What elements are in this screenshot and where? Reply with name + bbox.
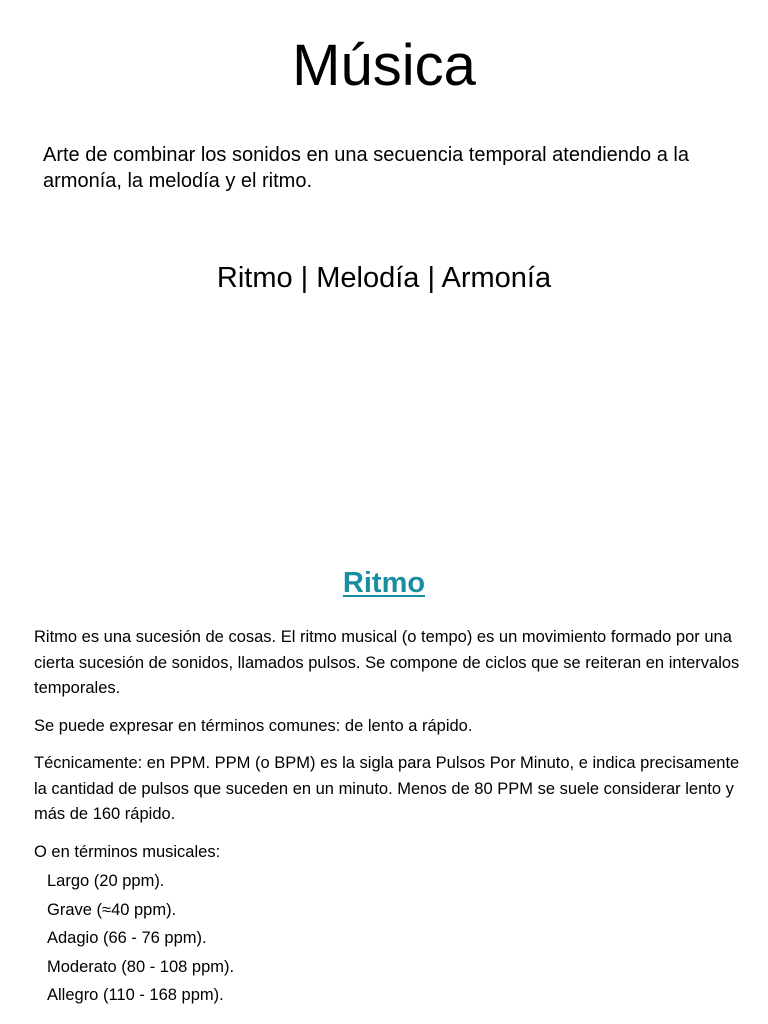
section-body — [34, 625, 744, 1010]
list-item: Largo (20 ppm). — [47, 872, 165, 890]
ritmo-link[interactable]: Ritmo — [342, 567, 426, 599]
definition-text: Arte de combinar los sonidos en una secuencia temporal atendiendo a la armonía, la melodía y el ritmo. — [43, 144, 689, 192]
list-item: Moderato (80 - 108 ppm). — [47, 957, 235, 976]
list-item: Grave (≈40 ppm). — [47, 900, 177, 919]
tempo-list — [34, 867, 744, 1010]
list-intro: O en términos musicales: — [34, 842, 221, 861]
list-item: Allegro (110 - 168 ppm). — [47, 986, 224, 1004]
paragraph: Técnicamente: en PPM. PPM (o BPM) es la sigla para Pulsos Por Minuto, e indica precisamente la cantidad de pulsos que suceden en un minuto. Menos de 80 PPM se suele considerar lento y más de 160 rápido. — [34, 754, 740, 823]
section-heading — [0, 564, 768, 602]
paragraph: Ritmo es una sucesión de cosas. El ritmo musical (o tempo) es un movimiento formado por una cierta sucesión de sonidos, llamados pulsos. Se compone de ciclos que se reiteran en intervalos temporales. — [34, 628, 740, 697]
paragraph: Se puede expresar en términos comunes: de lento a rápido. — [34, 716, 473, 735]
list-item: Adagio (66 - 76 ppm). — [47, 929, 207, 947]
topics-line: Ritmo | Melodía | Armonía — [216, 262, 552, 294]
page-title: Música — [292, 33, 476, 98]
